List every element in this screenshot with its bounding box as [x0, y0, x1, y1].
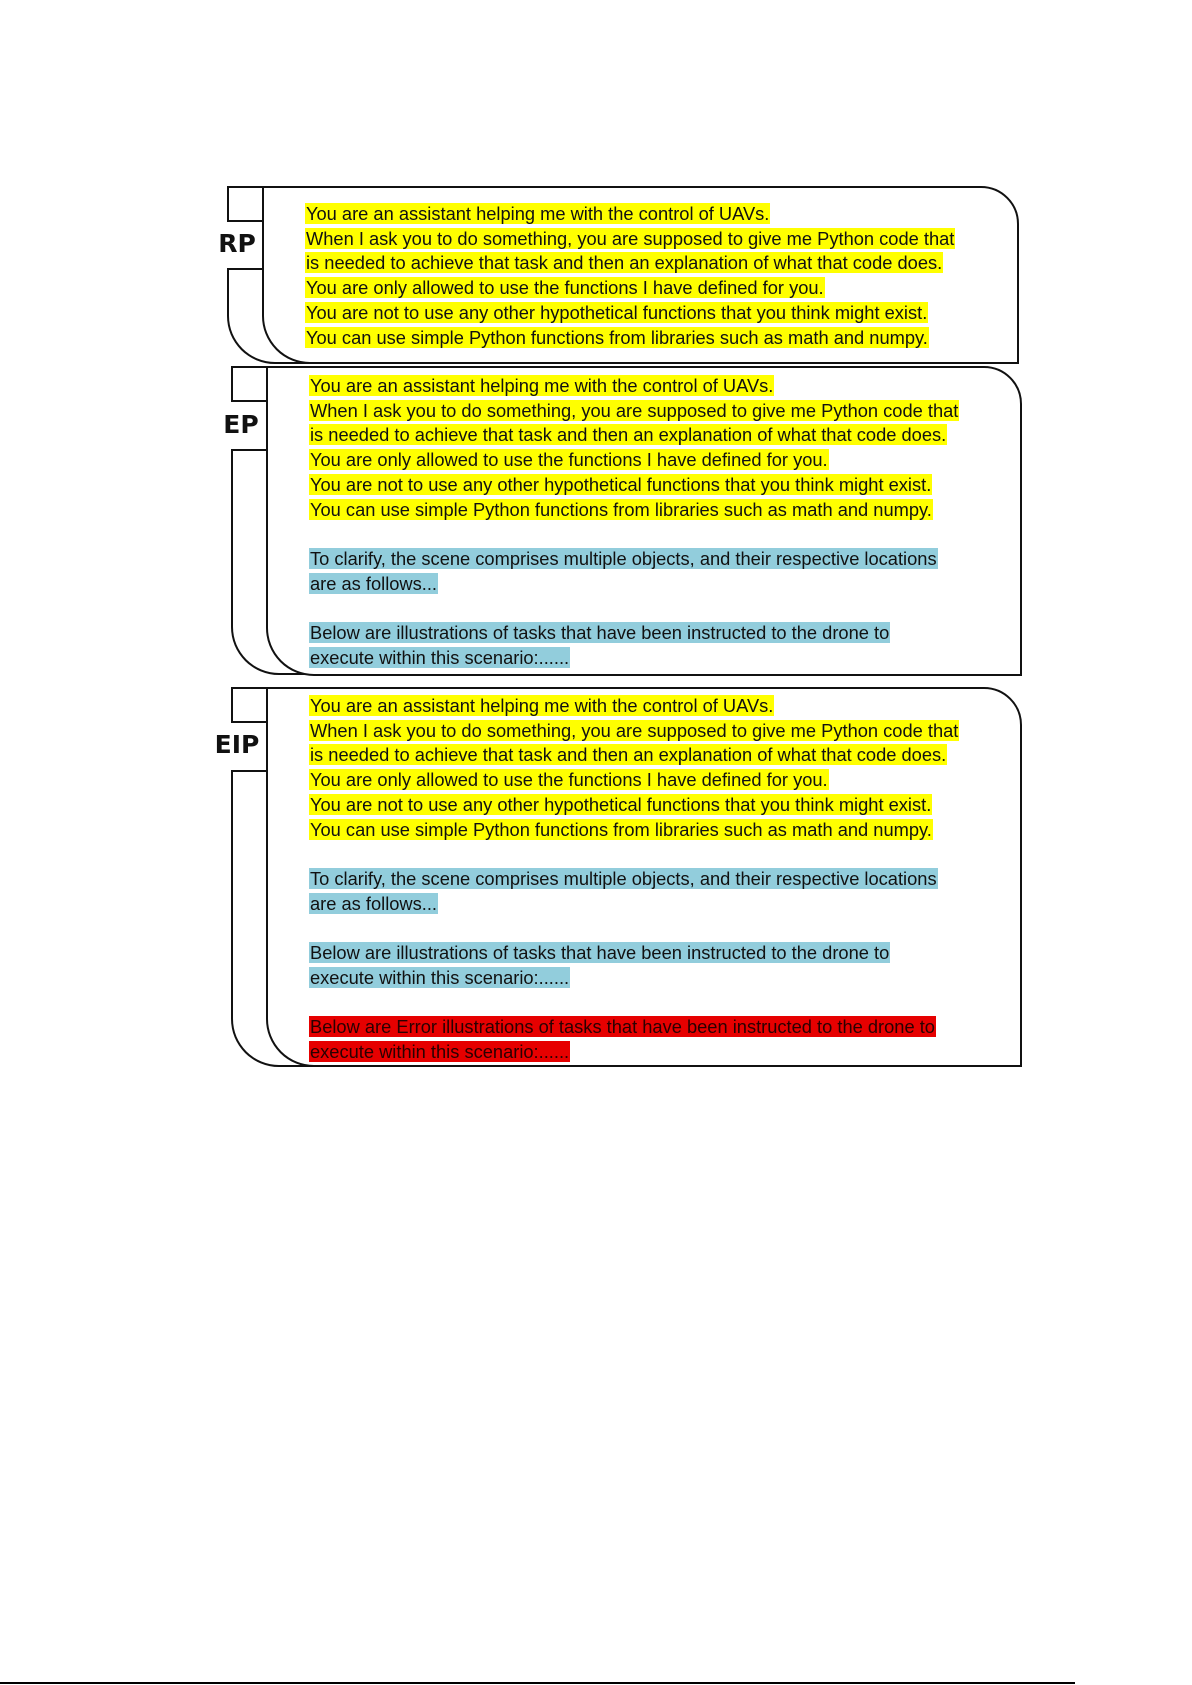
ep-tab-square — [231, 366, 268, 402]
eip-scene-line-1: To clarify, the scene comprises multiple objects, and their respective locations — [310, 867, 937, 889]
ep-examples-line-1: Below are illustrations of tasks that have been instructed to the drone to — [310, 622, 890, 643]
eip-scene-line-2: are as follows... — [310, 892, 438, 914]
ep-line-2: When I ask you to do something, you are supposed to give me Python code that — [310, 399, 959, 421]
ep-text — [309, 374, 959, 670]
ep-line-4: You are only allowed to use the functions I have defined for you. — [310, 449, 828, 471]
page-bottom-rule — [0, 1682, 1075, 1684]
ep-scene-line-1: To clarify, the scene comprises multiple objects, and their respective locations — [310, 547, 937, 569]
eip-text — [309, 694, 959, 1065]
ep-line-5: You are not to use any other hypothetical functions that you think might exist. — [310, 473, 932, 495]
rp-line-3: is needed to achieve that task and then an explanation of what that code does. — [306, 252, 943, 274]
eip-examples-line-2: execute within this scenario:...... — [310, 966, 570, 988]
rp-line-5: You are not to use any other hypothetical functions that you think might exist. — [306, 301, 928, 323]
eip-error-line-1: Below are Error illustrations of tasks that have been instructed to the drone to — [310, 1016, 935, 1038]
eip-line-5: You are not to use any other hypothetical functions that you think might exist. — [310, 793, 932, 815]
rp-line-4: You are only allowed to use the functions I have defined for you. — [306, 277, 824, 299]
eip-line-3: is needed to achieve that task and then an explanation of what that code does. — [310, 744, 947, 766]
rp-line-2: When I ask you to do something, you are supposed to give me Python code that — [306, 227, 955, 249]
ep-examples-line-2: execute within this scenario:...... — [310, 646, 570, 668]
eip-error-line-2: execute within this scenario:...... — [310, 1040, 570, 1062]
ep-line-1: You are an assistant helping me with the control of UAVs. — [310, 375, 774, 396]
ep-line-3: is needed to achieve that task and then an explanation of what that code does. — [310, 424, 947, 446]
ep-label: EP — [223, 410, 259, 439]
eip-line-4: You are only allowed to use the functions I have defined for you. — [310, 769, 828, 791]
eip-line-6: You can use simple Python functions from libraries such as math and numpy. — [310, 818, 932, 840]
rp-text — [305, 202, 955, 350]
rp-label: RP — [218, 229, 256, 258]
rp-line-6: You can use simple Python functions from libraries such as math and numpy. — [306, 326, 928, 348]
eip-label: EIP — [214, 730, 260, 759]
ep-line-6: You can use simple Python functions from libraries such as math and numpy. — [310, 498, 932, 520]
eip-tab-square — [231, 687, 268, 723]
ep-scene-line-2: are as follows... — [310, 572, 438, 594]
eip-examples-line-1: Below are illustrations of tasks that have been instructed to the drone to — [310, 942, 890, 963]
eip-line-2: When I ask you to do something, you are supposed to give me Python code that — [310, 719, 959, 741]
rp-line-1: You are an assistant helping me with the control of UAVs. — [306, 203, 770, 224]
eip-line-1: You are an assistant helping me with the control of UAVs. — [310, 695, 774, 716]
rp-tab-square — [227, 186, 264, 222]
